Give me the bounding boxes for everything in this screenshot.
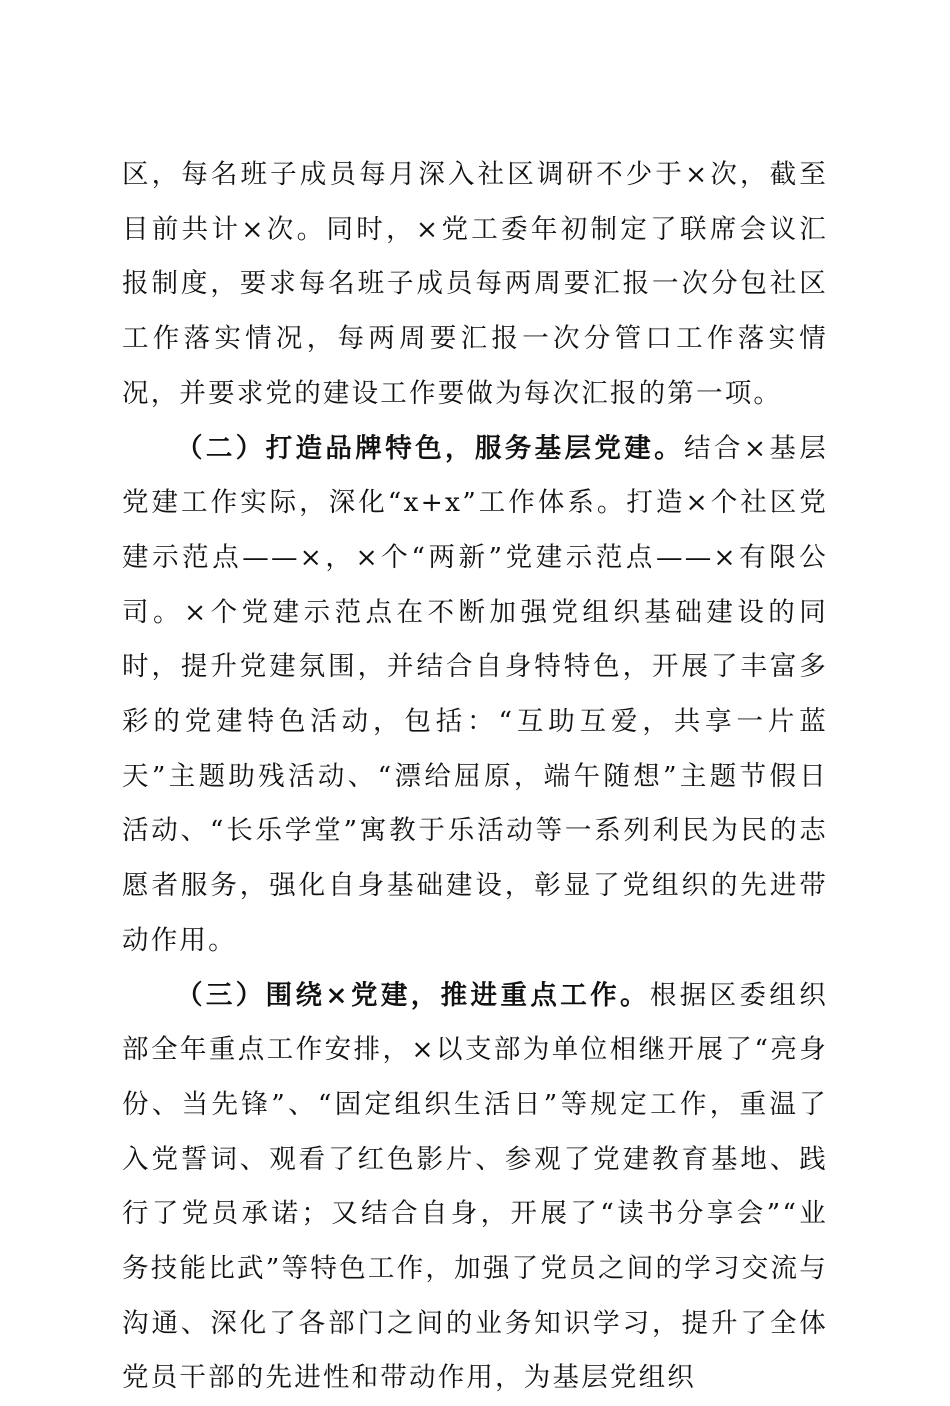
paragraph-text: 结合×基层党建工作实际，深化“x+x”工作体系。打造×个社区党建示范点——×，×个“两新”党建示范点——×有限公司。×个党建示范点在不断加强党组织基础建设的同时，提升党建氛围，并结合自身特特色，开展了丰富多彩的党建特色活动，包括：“互助互爱，共享一片蓝天”主题助残活动、“漂给屈原，端午随想”主题节假日活动、“长乐学堂”寓教于乐活动等一系列利民为民的志愿者服务，强化自身基础建设，彰显了党组织的先进带动作用。 bbox=[122, 432, 828, 956]
paragraph-text: 区，每名班子成员每月深入社区调研不少于×次，截至目前共计×次。同时，×党工委年初制定了联席会议汇报制度，要求每名班子成员每两周要汇报一次分包社区工作落实情况，每两周要汇报一次分管口工作落实情况，并要求党的建设工作要做为每次汇报的第一项。 bbox=[122, 159, 828, 409]
paragraph-continuation bbox=[122, 148, 828, 422]
section-heading: （二）打造品牌特色，服务基层党建。 bbox=[176, 432, 685, 464]
paragraph-brand-features bbox=[122, 422, 828, 969]
section-heading: （三）围绕×党建，推进重点工作。 bbox=[176, 979, 650, 1011]
paragraph-key-work bbox=[122, 969, 828, 1406]
paragraph-text: 根据区委组织部全年重点工作安排，×以支部为单位相继开展了“亮身份、当先锋”、“固定组织生活日”等规定工作，重温了入党誓词、观看了红色影片、参观了党建教育基地、践行了党员承诺；又结合自身，开展了“读书分享会”“业务技能比武”等特色工作，加强了党员之间的学习交流与沟通、深化了各部门之间的业务知识学习，提升了全体党员干部的先进性和带动作用，为基层党组织 bbox=[122, 979, 829, 1394]
document-body bbox=[122, 148, 828, 1406]
